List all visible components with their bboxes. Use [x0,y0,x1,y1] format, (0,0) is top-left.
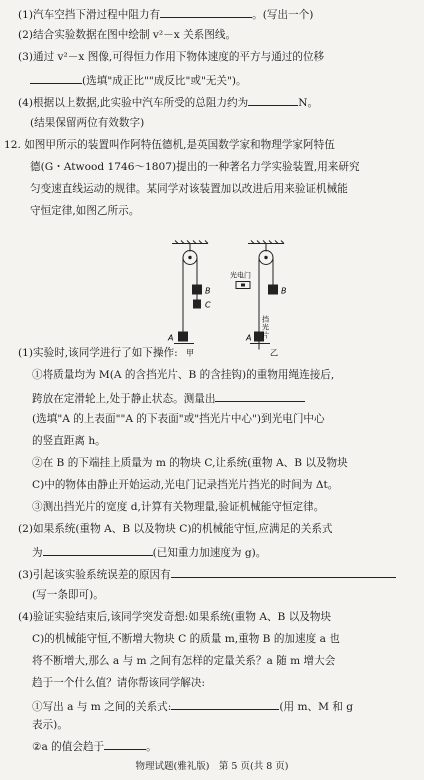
q12-part3-line1 [18,566,396,582]
label-jia: 甲 [186,348,194,358]
q12-part3-text: (3)引起该实验系统误差的原因有 [18,569,171,581]
q11-part4-text: (4)根据以上数据,此实验中汽车所受的总阻力约为 [18,97,249,109]
label-shade-1: 挡 [262,315,269,324]
q12-part4-hint: (用 m、M 和 g [279,701,354,713]
label-C-jia: C [205,300,211,310]
q11-part1-text: (1)汽车空挡下滑过程中阻力有 [18,9,161,21]
q12-step1-line2 [32,390,305,406]
q12-part4-line1: (4)验证实验结束后,该同学突发奇想:如果系统(重物 A、B 以及物块 [18,611,332,623]
answer-blank[interactable] [104,738,146,750]
q11-part4-line [18,94,318,110]
block-C-jia [193,300,201,309]
q11-part2-line: (2)结合实验数据在图中绘制 v²－x 关系图线。 [18,29,237,41]
answer-blank[interactable] [30,72,82,84]
q11-part4-note: (结果保留两位有效数字) [30,117,145,129]
q12-part4-limit-text: ②a 的值会趋于 [32,741,105,753]
answer-blank[interactable] [248,94,298,106]
q12-intro-4: 守恒定律,如图乙所示。 [30,205,140,217]
answer-blank[interactable] [160,6,252,18]
q12-part3-line2: (写一条即可)。 [32,589,104,601]
label-A-yi: A [246,333,252,343]
q12-step1-text: 跨放在定滑轮上,处于静止状态。测量出 [32,393,216,405]
q12-step1-line3: (选填"A 的上表面""A 的下表面"或"挡光片中心")到光电门中心 [32,413,325,425]
q11-part1-tail: 。(写出一个) [252,9,314,21]
q12-part2-line1: (2)如果系统(重物 A、B 以及物块 C)的机械能守恒,应满足的关系式 [18,523,333,535]
q12-step1-line1: ①将质量均为 M(A 的含挡光片、B 的含挂钩)的重物用绳连接后, [32,369,335,381]
q12-intro-3: 匀变速直线运动的规律。某同学对该装置加以改进后用来验证机械能 [30,183,348,195]
weight-B-jia [192,285,202,295]
q12-part4-line4: 趋于一个什么值？请你帮该同学解决: [32,677,206,689]
answer-blank[interactable] [215,390,305,402]
label-photogate: 光电门 [230,271,251,280]
q12-part4-line7 [32,738,157,754]
q11-part1-line [18,6,313,22]
weight-B-yi [268,285,278,295]
q12-part4-prompt: ①写出 a 与 m 之间的关系式: [32,701,172,713]
label-B-yi: B [281,286,287,296]
q12-step2-line2: C)中的物体由静止开始运动,光电门记录挡光片挡光的时间为 Δt。 [32,479,339,491]
q12-step2-line1: ②在 B 的下端挂上质量为 m 的物块 C,让系统(重物 A、B 以及物块 [32,457,348,469]
answer-blank[interactable] [171,566,396,578]
q11-part3-line2 [30,72,247,88]
q12-part1-title: (1)实验时,该同学进行了如下操作: [18,347,178,359]
label-A-jia: A [168,333,174,343]
label-yi: 乙 [270,348,278,358]
label-shade-3: 片 [262,331,269,340]
q12-part4-line3: 将不断增大,那么 a 与 m 之间有怎样的定量关系？a 随 m 增大会 [32,655,336,667]
answer-blank[interactable] [171,698,279,710]
answer-blank[interactable] [43,544,153,556]
q12-step3-line: ③测出挡光片的宽度 d,计算有关物理量,验证机械能守恒定律。 [32,501,325,513]
weight-A-jia [178,332,188,342]
q11-part4-unit: N。 [298,97,319,109]
label-B-jia: B [205,286,211,296]
page-footer: 物理试题(雅礼版) 第 5 页(共 8 页) [135,761,289,772]
q12-part4-limit-end: 。 [146,741,157,753]
q12-part4-line6: 表示)。 [32,719,68,731]
q11-part3-options: (选填"成正比""成反比"或"无关")。 [82,75,247,87]
q12-intro-2: 德(G・Atwood 1746～1807)提出的一种著名力学实验装置,用来研究 [30,161,360,173]
q11-part3-line: (3)通过 v²－x 图像,可得恒力作用下物体速度的平方与通过的位移 [18,51,325,63]
q12-part2-note: (已知重力加速度为 g)。 [152,547,267,559]
q12-part2-prefix: 为 [32,547,43,559]
label-shade-2: 光 [262,323,269,332]
q12-step1-line4: 的竖直距离 h。 [32,435,106,447]
q12-part2-line2 [32,544,266,560]
q12-intro-1: 12. 如图甲所示的装置叫作阿特伍德机,是英国数学家和物理学家阿特伍 [4,139,335,151]
q12-part4-line5 [32,698,353,714]
q12-part4-line2: C)的机械能守恒,不断增大物块 C 的质量 m,重物 B 的加速度 a 也 [32,633,340,645]
